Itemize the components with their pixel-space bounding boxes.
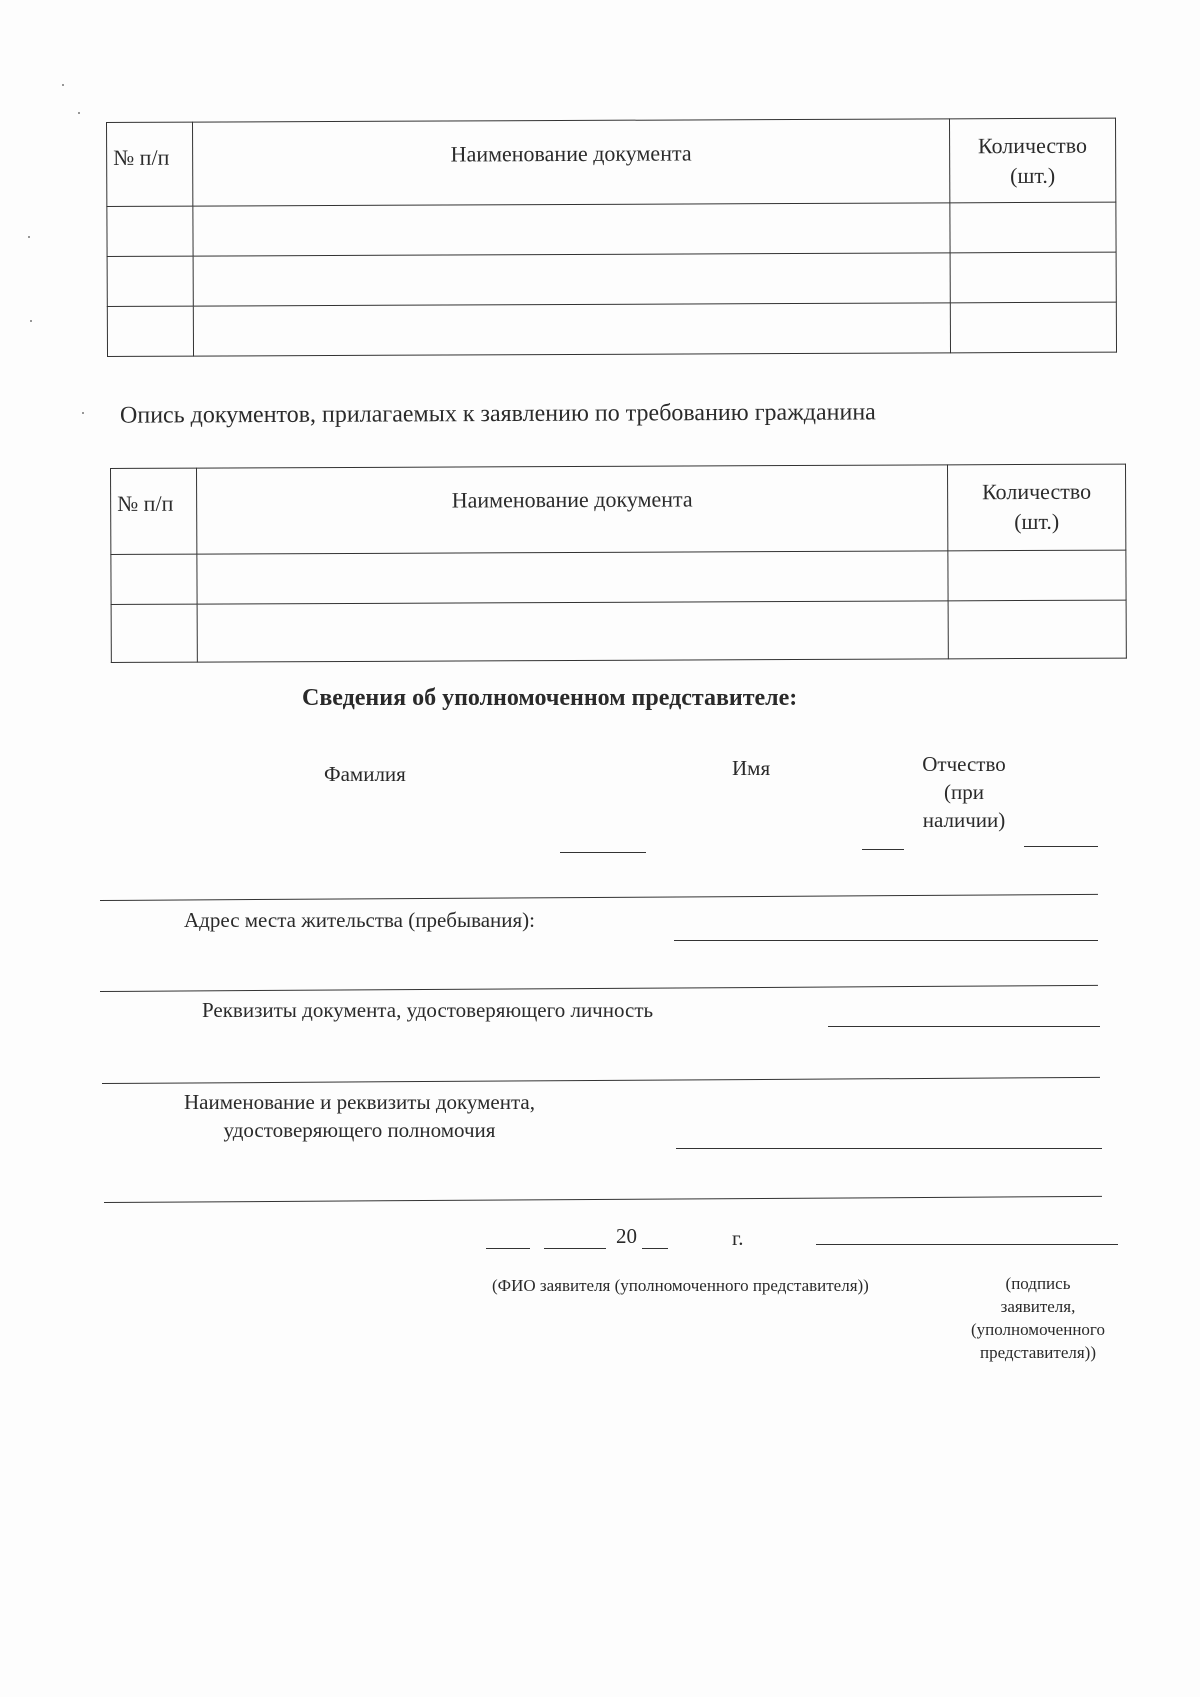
signature-caption-line: представителя)): [979, 1343, 1097, 1362]
address-label: Адрес места жительства (пребывания):: [184, 908, 536, 932]
cell[interactable]: [197, 601, 948, 662]
address-field[interactable]: [674, 940, 1098, 941]
name-field[interactable]: [862, 849, 904, 850]
col-header-document-name: Наименование документа: [193, 119, 950, 206]
fio-full-line[interactable]: [100, 894, 1098, 901]
surname-label: Фамилия: [324, 762, 406, 786]
cell[interactable]: [107, 306, 193, 356]
table-row: [111, 550, 1126, 604]
cell[interactable]: [107, 206, 193, 256]
id-document-field-line2[interactable]: [102, 1077, 1100, 1084]
quantity-label: Количество: [981, 478, 1092, 505]
cell[interactable]: [193, 253, 950, 306]
cell[interactable]: [111, 604, 197, 662]
signature-field[interactable]: [816, 1244, 1118, 1245]
signature-caption: [950, 1272, 1126, 1364]
table-row: [111, 600, 1126, 662]
signature-caption-line: (подпись: [1005, 1274, 1071, 1293]
signature-caption-line: (уполномоченного: [971, 1320, 1105, 1339]
day-field[interactable]: [486, 1248, 530, 1249]
authority-label-line: удостоверяющего полномочия: [223, 1118, 496, 1142]
address-field-line2[interactable]: [100, 985, 1098, 992]
id-document-label: Реквизиты документа, удостоверяющего личность: [202, 998, 654, 1022]
quantity-unit: (шт.): [1014, 508, 1060, 535]
cell[interactable]: [950, 302, 1116, 353]
scan-speck: [62, 84, 64, 86]
cell[interactable]: [948, 550, 1126, 601]
inventory-title: Опись документов, прилагаемых к заявлению по требованию гражданина: [119, 399, 876, 429]
table-row: [107, 202, 1116, 256]
quantity-label: Количество: [977, 132, 1088, 159]
month-field[interactable]: [544, 1248, 606, 1249]
cell[interactable]: [950, 202, 1116, 253]
scan-speck: [28, 236, 30, 238]
scan-speck: [78, 112, 80, 114]
table-header-row: [111, 464, 1126, 554]
year-prefix: 20: [616, 1224, 637, 1248]
cell[interactable]: [111, 554, 197, 604]
year-suffix: г.: [732, 1226, 744, 1250]
table-row: [107, 302, 1116, 356]
cell[interactable]: [193, 203, 950, 256]
id-document-field[interactable]: [828, 1026, 1100, 1027]
section-title: Сведения об уполномоченном представителе:: [302, 685, 798, 711]
documents-table-2: [110, 464, 1127, 663]
authority-document-label: [184, 1088, 535, 1144]
cell[interactable]: [197, 551, 948, 604]
surname-field[interactable]: [560, 852, 646, 853]
patronymic-field[interactable]: [1024, 846, 1098, 847]
fio-caption: (ФИО заявителя (уполномоченного представителя)): [492, 1276, 869, 1295]
documents-table-1: [106, 118, 1117, 357]
cell[interactable]: [948, 600, 1126, 659]
col-header-number: № п/п: [107, 122, 194, 206]
scan-speck: [30, 320, 32, 322]
authority-label-line: Наименование и реквизиты документа,: [184, 1090, 535, 1114]
name-label: Имя: [732, 756, 771, 780]
signature-caption-line: заявителя,: [1000, 1297, 1076, 1316]
patronymic-label-line: наличии): [922, 808, 1006, 832]
col-header-quantity: [947, 464, 1125, 551]
cell[interactable]: [950, 252, 1116, 303]
table-header-row: [107, 118, 1116, 206]
col-header-number: № п/п: [111, 468, 198, 554]
scan-speck: [82, 412, 84, 414]
table-row: [107, 252, 1116, 306]
cell[interactable]: [194, 303, 951, 356]
quantity-unit: (шт.): [1010, 162, 1056, 189]
cell[interactable]: [107, 256, 193, 306]
authority-document-field-line2[interactable]: [104, 1196, 1102, 1203]
authority-document-field[interactable]: [676, 1148, 1102, 1149]
col-header-quantity: [949, 118, 1116, 203]
patronymic-label-line: Отчество: [922, 752, 1006, 776]
year-field[interactable]: [642, 1248, 668, 1249]
patronymic-label: [912, 750, 1016, 834]
patronymic-label-line: (при: [944, 780, 984, 804]
col-header-document-name: Наименование документа: [197, 465, 948, 554]
